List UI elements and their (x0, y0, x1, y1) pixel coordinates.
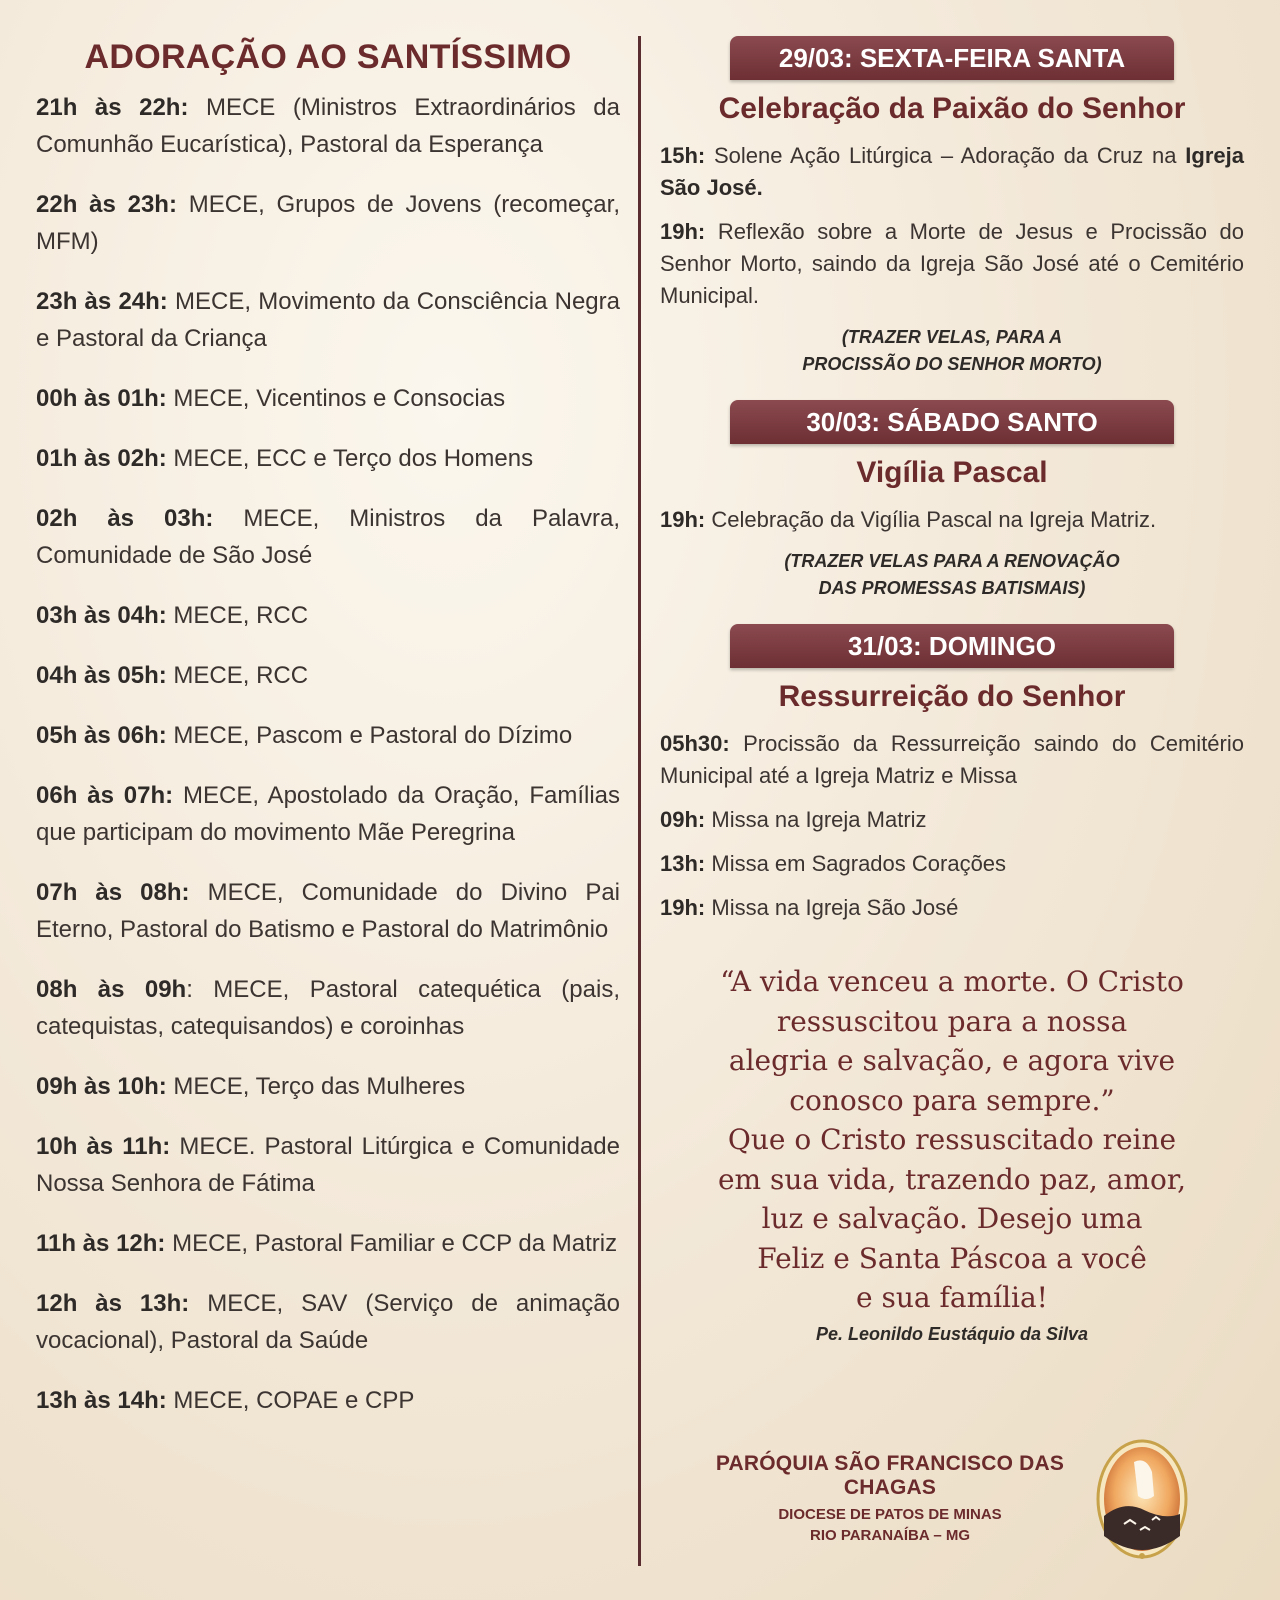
schedule-entry (36, 89, 620, 163)
entry-text: MECE, Apostolado da Oração, Famílias que participam do movimento Mãe Peregrina (36, 782, 620, 846)
entry-time: 03h às 04h: (36, 602, 167, 629)
quote-line: Feliz e Santa Páscoa a você (757, 1241, 1147, 1275)
entry-time: 05h30: (660, 731, 730, 756)
entry-text: Missa na Igreja Matriz (705, 807, 927, 832)
schedule-entry (36, 874, 620, 948)
sunday-subtitle: Ressurreição do Senhor (778, 680, 1126, 713)
entry-time: 12h às 13h: (36, 1290, 190, 1317)
entry-text: MECE, Comunidade do Divino Pai Eterno, Pastoral do Batismo e Pastoral do Matrimônio (36, 879, 621, 943)
schedule-entry (36, 1285, 620, 1359)
friday-subtitle: Celebração da Paixão do Senhor (718, 92, 1186, 125)
entry-time: 07h às 08h: (36, 879, 190, 906)
quote-line: Que o Cristo ressuscitado reine (727, 1123, 1177, 1156)
quote-line: em sua vida, trazendo paz, amor, (717, 1162, 1187, 1196)
parish-city: RIO PARANAÍBA – MG (809, 1527, 970, 1544)
entry-time: 19h: (660, 507, 706, 532)
adoration-title: ADORAÇÃO AO SANTÍSSIMO (84, 38, 572, 76)
quote-line: luz e salvação. Desejo uma (761, 1202, 1143, 1235)
entry-time: 19h: (660, 219, 706, 244)
entry-time: 00h às 01h: (36, 385, 167, 412)
schedule-entry (36, 597, 620, 634)
easter-message (660, 962, 1244, 1318)
entry-time: 13h: (660, 851, 706, 876)
entry-time: 05h às 06h: (36, 722, 167, 749)
entry-text: MECE, Grupos de Jovens (recomeçar, MFM) (36, 191, 620, 255)
schedule-entry (660, 848, 1244, 880)
schedule-entry (36, 186, 620, 260)
quote-line: ressuscitou para a nossa (776, 1004, 1128, 1038)
entry-time: 06h às 07h: (36, 782, 174, 809)
entry-time: 10h às 11h: (36, 1133, 171, 1160)
column-divider (638, 36, 641, 1566)
parish-diocese: DIOCESE DE PATOS DE MINAS (778, 1506, 1002, 1523)
quote-line: conosco para sempre.” (789, 1083, 1115, 1117)
entry-time: 08h às 09h (36, 976, 187, 1003)
entry-time: 15h: (660, 143, 706, 168)
entry-time: 09h: (660, 807, 706, 832)
entry-text: Missa em Sagrados Corações (705, 851, 1007, 876)
parish-logo-icon (1094, 1436, 1190, 1562)
entry-text: MECE, RCC (166, 602, 309, 629)
entry-time: 11h às 12h: (36, 1230, 166, 1257)
entry-text: MECE, ECC e Terço dos Homens (166, 445, 534, 472)
schedule-entry (36, 971, 620, 1045)
saturday-note (660, 548, 1244, 602)
entry-time: 21h às 22h: (36, 94, 189, 121)
schedule-entry (660, 892, 1244, 924)
parish-name: PARÓQUIA SÃO FRANCISCO DAS CHAGAS (715, 1452, 1065, 1499)
quote-line: “A vida venceu a morte. O Cristo (720, 965, 1184, 998)
sunday-banner: 31/03: DOMINGO (730, 624, 1174, 668)
priest-signature: Pe. Leonildo Eustáquio da Silva (815, 1323, 1089, 1344)
saturday-subtitle: Vigília Pascal (856, 456, 1048, 489)
schedule-entry (36, 1225, 620, 1262)
entry-text: Reflexão sobre a Morte de Jesus e Procissão do Senhor Morto, saindo da Igreja São José até o Cemitério Municipal. (660, 219, 1244, 308)
entry-text: MECE, Movimento da Consciência Negra e Pastoral da Criança (36, 288, 620, 352)
entry-text: MECE, SAV (Serviço de animação vocacional), Pastoral da Saúde (36, 1290, 620, 1354)
schedule-entry (660, 504, 1244, 536)
schedule-entry (36, 283, 620, 357)
entry-text-bold: Igreja São José. (660, 143, 1244, 200)
schedule-entry (36, 500, 620, 574)
entry-time: 01h às 02h: (36, 445, 167, 472)
parish-info (700, 1452, 1080, 1544)
friday-banner: 29/03: SEXTA-FEIRA SANTA (730, 36, 1174, 80)
quote-line: alegria e salvação, e agora vive (728, 1044, 1176, 1077)
friday-note (660, 324, 1244, 378)
schedule-entry (36, 1128, 620, 1202)
schedule-entry (36, 380, 620, 417)
quote-line: e sua família! (856, 1281, 1048, 1314)
adoration-schedule (36, 38, 620, 1442)
entry-text: MECE, COPAE e CPP (166, 1387, 415, 1414)
note-line: (TRAZER VELAS, PARA A (841, 327, 1063, 347)
entry-text: Missa na Igreja São José (705, 895, 959, 920)
entry-text: : MECE, Pastoral catequética (pais, catequistas, catequisandos) e coroinhas (36, 976, 620, 1040)
schedule-entry (660, 140, 1244, 204)
entry-text: MECE, Pascom e Pastoral do Dízimo (166, 722, 573, 749)
schedule-entry (660, 216, 1244, 312)
schedule-entry (660, 804, 1244, 836)
entry-time: 02h às 03h: (36, 505, 214, 532)
entry-time: 13h às 14h: (36, 1387, 167, 1414)
note-line: DAS PROMESSAS BATISMAIS) (818, 578, 1086, 598)
schedule-entry (36, 777, 620, 851)
holy-week-schedule (660, 36, 1244, 1345)
entry-time: 09h às 10h: (36, 1073, 167, 1100)
entry-text: MECE. Pastoral Litúrgica e Comunidade Nossa Senhora de Fátima (36, 1133, 620, 1197)
note-line: (TRAZER VELAS PARA A RENOVAÇÃO (784, 551, 1120, 571)
schedule-entry (36, 1068, 620, 1105)
entry-text: MECE, Vicentinos e Consocias (166, 385, 506, 412)
entry-time: 19h: (660, 895, 706, 920)
entry-time: 23h às 24h: (36, 288, 168, 315)
entry-time: 22h às 23h: (36, 191, 177, 218)
schedule-entry (36, 657, 620, 694)
schedule-entry (660, 728, 1244, 792)
entry-text: Celebração da Vigília Pascal na Igreja Matriz. (705, 507, 1157, 532)
schedule-entry (36, 1382, 620, 1419)
entry-text: MECE, RCC (166, 662, 309, 689)
entry-text: MECE, Pastoral Familiar e CCP da Matriz (165, 1230, 618, 1257)
entry-text: Solene Ação Litúrgica – Adoração da Cruz na (705, 143, 1186, 168)
note-line: PROCISSÃO DO SENHOR MORTO) (802, 354, 1102, 374)
schedule-entry (36, 717, 620, 754)
schedule-entry (36, 440, 620, 477)
entry-text: MECE (Ministros Extraordinários da Comunhão Eucarística), Pastoral da Esperança (36, 94, 620, 158)
entry-text: Procissão da Ressurreição saindo do Cemitério Municipal até a Igreja Matriz e Missa (660, 731, 1244, 788)
saturday-banner: 30/03: SÁBADO SANTO (730, 400, 1174, 444)
entry-time: 04h às 05h: (36, 662, 167, 689)
entry-text: MECE, Terço das Mulheres (166, 1073, 466, 1100)
entry-text: MECE, Ministros da Palavra, Comunidade de São José (36, 505, 620, 569)
